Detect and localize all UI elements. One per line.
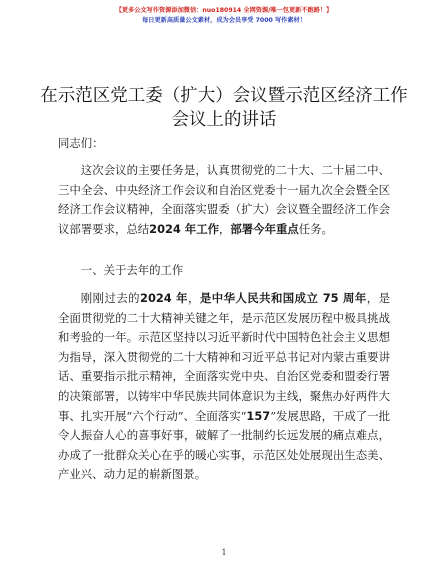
- paragraph-last-year-start: 刚刚过去的: [80, 291, 141, 305]
- paragraph-last-year-bold-157: 157: [246, 408, 271, 423]
- paragraph-last-year-bold-anniversary: 是中华人民共和国成立 75 周年: [199, 291, 367, 305]
- greeting: 同志们：: [58, 136, 104, 150]
- page-number: 1: [221, 548, 227, 557]
- paragraph-intro-tail: 任务。: [298, 221, 333, 236]
- paragraph-last-year-text2: ”发展思路，干成了一批令人振奋人心的喜事好事，破解了一批制约长远发展的痛点难点，办成了一批群众关心在乎的暖心实事，示范区处处展现出生态美、产业兴、动力足的崭新图景。: [58, 408, 390, 482]
- promo-banner-line1: 【更多公文写作资源添加微信：nuo180914 全网资源/唯一包更新不跑路！】: [115, 7, 333, 14]
- paragraph-last-year-text1: ，是全面贯彻党的二十大精神关键之年，是示范区发展历程中极具挑战和考验的一年。示范区坚持以习近平新时代中国特色社会主义思想为指导，深入贯彻党的二十大精神和习近平总书记对内蒙古重要讲话、重要指示批示精神，全面落实党中央、自治区党委和盟委行署的决策部署，以铸牢中华民族共同体意识为主线，聚焦办好两件大事、扎实开展“六个行动”、全面落实“: [58, 291, 390, 423]
- promo-banner-line2: 每日更新高质量公文素材，成为会员享受 7000 写作素材！: [142, 16, 306, 24]
- paragraph-intro: [58, 161, 390, 239]
- paragraph-last-year-bold-year: 2024 年: [140, 291, 189, 305]
- paragraph-last-year-comma: ，: [188, 291, 200, 305]
- paragraph-intro-bold-tasks: 部署今年重点: [230, 221, 299, 236]
- promo-banner: [0, 6, 448, 25]
- paragraph-intro-comma: ，: [218, 221, 231, 236]
- paragraph-intro-text: 这次会议的主要任务是，认真贯彻党的二十大、二十届二中、三中全会、中央经济工作会议和自治区党委十一届九次全会暨全区经济工作会议精神，全面落实盟委（扩大）会议暨全盟经济工作会议部署要求，总结: [58, 163, 390, 236]
- section-heading-last-year: 一、关于去年的工作: [80, 263, 184, 277]
- paragraph-last-year: [58, 289, 390, 485]
- paragraph-intro-bold-year: 2024 年工作: [149, 221, 219, 236]
- document-title: 在示范区党工委（扩大）会议暨示范区经济工作会议上的讲话: [40, 86, 408, 130]
